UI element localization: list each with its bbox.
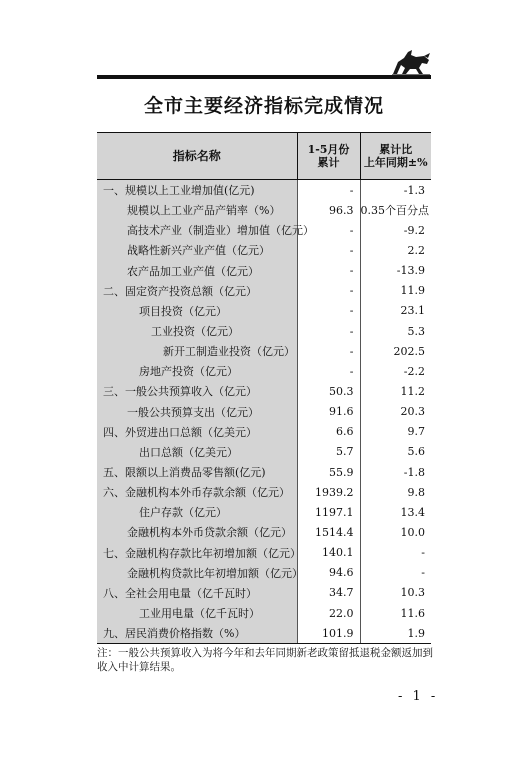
yoy-change-cell: 20.3 [400,405,425,419]
indicator-name-cell: 项目投资（亿元） [97,301,297,321]
table-body [97,180,431,644]
header-cumulative [297,133,360,180]
header-text: 累计 [317,156,340,169]
indicators-table [97,132,431,644]
cumulative-value-cell: 96.3 [297,200,360,220]
yoy-change-cell: -1.8 [403,465,425,479]
page-title: 全市主要经济指标完成情况 [143,95,384,117]
footnote: 注：一般公共预算收入为将今年和去年同期新老政策留抵退税金额返加到收入中计算结果。 [97,647,433,673]
table-row [97,301,431,321]
cumulative-value-cell: 55.9 [297,462,360,482]
indicator-name-cell: 工业投资（亿元） [97,321,297,341]
page-number: - 1 - [398,689,439,704]
indicator-name-cell: 七、金融机构存款比年初增加额（亿元） [97,543,297,563]
table-row [97,240,431,260]
cumulative-value-cell: 140.1 [297,543,360,563]
table-row [97,462,431,482]
yoy-change-cell: 5.3 [407,324,425,338]
indicator-name-cell: 房地产投资（亿元） [97,361,297,381]
header-text: 指标名称 [172,148,221,163]
yoy-change-cell: 9.8 [407,485,425,499]
cumulative-value-cell: 50.3 [297,381,360,401]
table-row [97,543,431,563]
indicator-name-cell: 二、固定资产投资总额（亿元） [97,281,297,301]
yoy-change-cell: 11.6 [400,606,425,620]
table-row [97,220,431,240]
horse-logo-icon [390,48,432,76]
indicator-name-cell: 工业用电量（亿千瓦时） [97,603,297,623]
cumulative-value-cell: - [297,301,360,321]
header-indicator-name [97,133,297,180]
yoy-change-cell: 11.2 [400,384,425,398]
cumulative-value-cell: 6.6 [297,422,360,442]
indicator-name-cell: 规模以上工业产品产销率（%） [97,200,297,220]
indicator-name-cell: 一般公共预算支出（亿元） [97,402,297,422]
cumulative-value-cell: - [297,180,360,201]
yoy-change-cell: 0.35个百分点 [360,204,429,218]
yoy-change-cell: 1.9 [360,623,431,644]
yoy-change-cell: 10.3 [400,586,425,600]
cumulative-value-cell: - [297,220,360,240]
indicator-name-cell: 六、金融机构本外币存款余额（亿元） [97,482,297,502]
table-row [97,200,431,220]
cumulative-value-cell: - [297,240,360,260]
table-row [97,180,431,201]
indicator-name-cell: 住户存款（亿元） [97,502,297,522]
table-row [97,341,431,361]
yoy-change-cell: 23.1 [400,304,425,318]
cumulative-value-cell: - [297,261,360,281]
yoy-change-cell: 9.7 [407,425,425,439]
cumulative-value-cell: 94.6 [297,563,360,583]
yoy-change-cell: -9.2 [403,223,425,237]
cumulative-value-cell: - [297,321,360,341]
yoy-change-cell: 10.0 [400,525,425,539]
table-row [97,482,431,502]
table-header-row [97,133,431,180]
cumulative-value-cell: - [297,361,360,381]
yoy-change-cell: - [421,566,425,580]
table-row [97,522,431,542]
indicator-name-cell: 一、规模以上工业增加值(亿元) [97,180,297,201]
table-row [97,603,431,623]
indicator-name-cell: 五、限额以上消费品零售额(亿元) [97,462,297,482]
cumulative-value-cell: - [297,281,360,301]
header-text: 累计比 [379,143,413,156]
cumulative-value-cell: 1514.4 [297,522,360,542]
yoy-change-cell: 5.6 [407,445,425,459]
cumulative-value-cell: 1939.2 [297,482,360,502]
yoy-change-cell: 202.5 [393,344,425,358]
table-row [97,563,431,583]
yoy-change-cell: -2.2 [403,364,425,378]
indicator-name-cell: 战略性新兴产业产值（亿元） [97,240,297,260]
table-row [97,422,431,442]
yoy-change-cell: -13.9 [396,264,425,278]
table-row [97,261,431,281]
yoy-change-cell: -1.3 [403,183,425,197]
cumulative-value-cell: - [297,341,360,361]
cumulative-value-cell: 5.7 [297,442,360,462]
header-rule [97,75,431,79]
header-yoy-change [360,133,431,180]
table-row [97,381,431,401]
cumulative-value-cell: 22.0 [297,603,360,623]
table-row [97,402,431,422]
indicator-name-cell: 出口总额（亿美元） [97,442,297,462]
table-row [97,502,431,522]
indicator-name-cell: 四、外贸进出口总额（亿美元） [97,422,297,442]
indicator-name-cell: 高技术产业（制造业）增加值（亿元） [97,220,297,240]
cumulative-value-cell: 34.7 [297,583,360,603]
table-row [97,361,431,381]
table-row [97,321,431,341]
indicator-name-cell: 农产品加工业产值（亿元） [97,261,297,281]
yoy-change-cell: 11.9 [400,284,425,298]
indicator-name-cell: 九、居民消费价格指数（%） [97,623,297,644]
table-row [97,623,431,644]
indicator-name-cell: 新开工制造业投资（亿元） [97,341,297,361]
table-row [97,583,431,603]
table-row [97,442,431,462]
header-text: 1-5月份 [307,143,350,156]
yoy-change-cell: 13.4 [400,505,425,519]
indicator-name-cell: 三、一般公共预算收入（亿元） [97,381,297,401]
header-text: 上年同期±% [363,156,428,169]
indicator-name-cell: 金融机构本外币贷款余额（亿元） [97,522,297,542]
cumulative-value-cell: 101.9 [297,623,360,644]
yoy-change-cell: 2.2 [407,243,425,257]
cumulative-value-cell: 91.6 [297,402,360,422]
indicator-name-cell: 金融机构贷款比年初增加额（亿元） [97,563,297,583]
indicator-name-cell: 八、全社会用电量（亿千瓦时） [97,583,297,603]
yoy-change-cell: - [421,546,425,560]
table-row [97,281,431,301]
cumulative-value-cell: 1197.1 [297,502,360,522]
